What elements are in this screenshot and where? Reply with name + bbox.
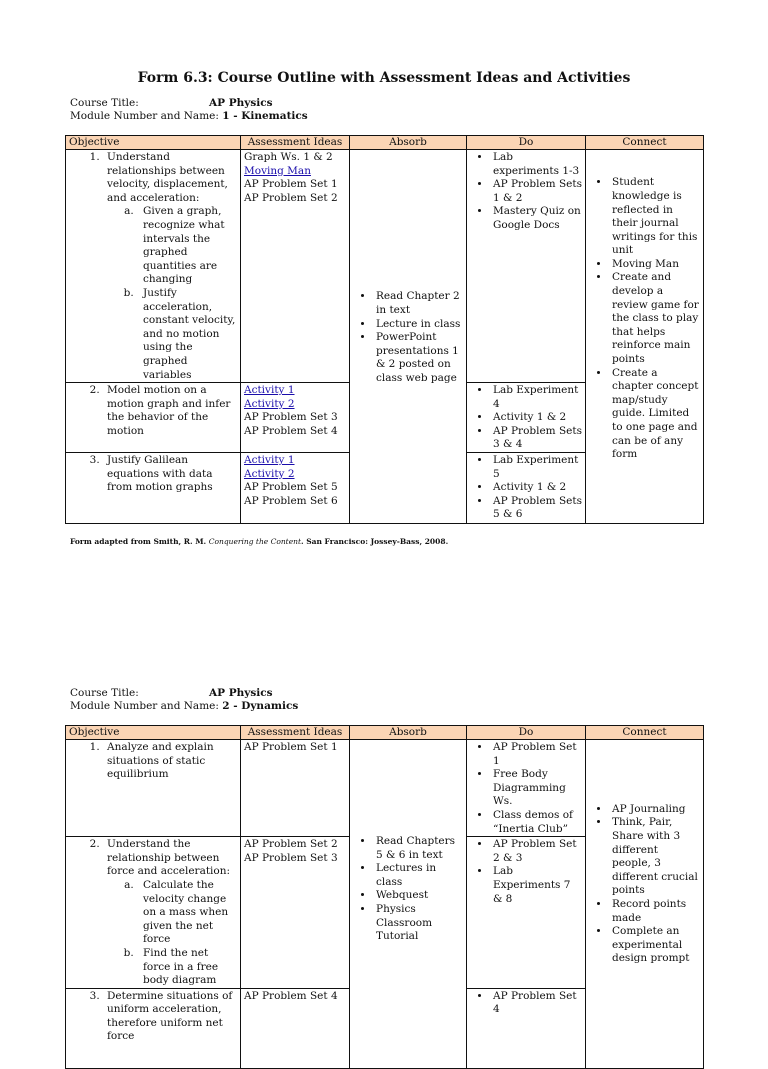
connect-item: • Record points made: [610, 898, 700, 925]
do-cell: [467, 383, 586, 453]
activity-2-link[interactable]: Activity 2: [244, 397, 295, 410]
connect-item: • AP Journaling: [610, 803, 700, 817]
absorb-item: • PowerPoint presentations 1 & 2 posted on class web page: [374, 331, 463, 385]
assessment-item: AP Problem Set 4: [244, 989, 338, 1002]
absorb-item: • Physics Classroom Tutorial: [374, 903, 463, 944]
table-row: [66, 740, 704, 837]
do-item: • Class demos of “Inertia Club”: [491, 809, 582, 836]
module-label: Module Number and Name:: [70, 110, 219, 122]
assessment-item: AP Problem Set 5: [244, 481, 338, 494]
do-item: • AP Problem Set 1: [491, 741, 582, 768]
connect-cell: [586, 740, 704, 1069]
objective-cell: [66, 150, 241, 383]
do-cell: [467, 988, 586, 1068]
module-line-1: [70, 110, 308, 123]
objective-item: 1. Understand relationships between velocity, displacement, and acceleration: a. Given a graph, recognize what intervals the graphed quantities are changing b. Justify acceleration, constant velocity, and no motion using the graphed variables: [103, 151, 237, 382]
header-do: Do: [467, 136, 586, 150]
assessment-item: AP Problem Set 1: [244, 741, 338, 753]
do-cell: [467, 837, 586, 989]
objective-item: 2. Model motion on a motion graph and infer the behavior of the motion: [103, 384, 237, 438]
absorb-item: • Webquest: [374, 889, 463, 903]
sub-objective-a: a. Calculate the velocity change on a mass when given the net force: [137, 879, 237, 947]
course-title-value: AP Physics: [209, 687, 273, 699]
form-title: Form 6.3: Course Outline with Assessment Ideas and Activities: [137, 70, 631, 86]
header-do: Do: [467, 726, 586, 740]
header-connect: Connect: [586, 726, 704, 740]
moving-man-link[interactable]: Moving Man: [244, 164, 311, 177]
connect-item: • Complete an experimental design prompt: [610, 925, 700, 966]
course-title-line-2: [70, 687, 273, 700]
do-item: • AP Problem Sets 5 & 6: [491, 495, 582, 522]
table-row: [66, 150, 704, 383]
course-title-label: Course Title:: [70, 687, 139, 699]
absorb-cell: [350, 150, 467, 524]
do-item: • Activity 1 & 2: [491, 481, 582, 495]
assessment-cell: [241, 988, 350, 1068]
source-credit: [70, 537, 448, 547]
module-value: 2 - Dynamics: [222, 700, 299, 712]
do-item: • Lab Experiment 5: [491, 454, 582, 481]
do-item: • AP Problem Set 2 & 3: [491, 838, 582, 865]
objective-cell: [66, 383, 241, 453]
objective-cell: [66, 988, 241, 1068]
course-title-value: AP Physics: [209, 97, 273, 109]
assessment-cell: [241, 837, 350, 989]
assessment-item: AP Problem Set 2: [244, 838, 338, 851]
objective-cell: [66, 837, 241, 989]
assessment-item: AP Problem Set 2: [244, 191, 338, 204]
header-row: [66, 726, 704, 740]
do-item: • Lab Experiments 7 & 8: [491, 865, 582, 906]
absorb-item: • Read Chapter 2 in text: [374, 290, 463, 317]
do-item: • Lab experiments 1-3: [491, 151, 582, 178]
absorb-cell: [350, 740, 467, 1069]
assessment-cell: [241, 740, 350, 837]
module-2-table: [65, 725, 704, 1069]
objective-item: 2. Understand the relationship between force and acceleration: a. Calculate the velocity change on a mass when given the net force b. Find the net force in a free body diagram: [103, 838, 237, 988]
do-item: • AP Problem Sets 1 & 2: [491, 178, 582, 205]
do-item: • Free Body Diagramming Ws.: [491, 768, 582, 809]
absorb-item: • Lecture in class: [374, 318, 463, 332]
module-label: Module Number and Name:: [70, 700, 219, 712]
connect-item: • Moving Man: [610, 258, 700, 272]
objective-cell: [66, 740, 241, 837]
header-absorb: Absorb: [350, 136, 467, 150]
assessment-item: AP Problem Set 3: [244, 851, 338, 864]
assessment-cell: [241, 453, 350, 524]
absorb-item: • Read Chapters 5 & 6 in text: [374, 835, 463, 862]
do-cell: [467, 740, 586, 837]
course-title-label: Course Title:: [70, 97, 139, 109]
module-line-2: [70, 700, 298, 713]
header-assessment: Assessment Ideas: [241, 726, 350, 740]
do-item: • Lab Experiment 4: [491, 384, 582, 411]
module-1-table: [65, 135, 704, 524]
header-objective: Objective: [66, 136, 241, 150]
connect-item: • Create and develop a review game for the class to play that helps reinforce main points: [610, 271, 700, 366]
assessment-item: Graph Ws. 1 & 2: [244, 151, 333, 163]
module-value: 1 - Kinematics: [222, 110, 308, 122]
connect-cell: [586, 150, 704, 524]
assessment-item: AP Problem Set 1: [244, 178, 338, 191]
do-cell: [467, 453, 586, 524]
do-item: • Mastery Quiz on Google Docs: [491, 205, 582, 232]
do-item: • AP Problem Set 4: [491, 990, 582, 1017]
header-row: [66, 136, 704, 150]
do-item: • AP Problem Sets 3 & 4: [491, 425, 582, 452]
course-title-line-1: [70, 97, 273, 110]
credit-suffix: . San Francisco: Jossey-Bass, 2008.: [300, 537, 449, 546]
assessment-cell: [241, 150, 350, 383]
header-assessment: Assessment Ideas: [241, 136, 350, 150]
absorb-item: • Lectures in class: [374, 862, 463, 889]
connect-item: • Create a chapter concept map/study guide. Limited to one page and can be of any form: [610, 367, 700, 462]
sub-objective-b: b. Find the net force in a free body diagram: [137, 947, 237, 988]
header-connect: Connect: [586, 136, 704, 150]
objective-item: 1. Analyze and explain situations of static equilibrium: [103, 741, 237, 782]
do-item: • Activity 1 & 2: [491, 411, 582, 425]
objective-item: 3. Determine situations of uniform acceleration, therefore uniform net force: [103, 990, 237, 1044]
objective-item: 3. Justify Galilean equations with data from motion graphs: [103, 454, 237, 495]
activity-2-link[interactable]: Activity 2: [244, 467, 295, 480]
activity-1-link[interactable]: Activity 1: [244, 454, 295, 467]
assessment-cell: [241, 383, 350, 453]
header-objective: Objective: [66, 726, 241, 740]
objective-cell: [66, 453, 241, 524]
header-absorb: Absorb: [350, 726, 467, 740]
connect-item: • Student knowledge is reflected in their journal writings for this unit: [610, 176, 700, 258]
activity-1-link[interactable]: Activity 1: [244, 384, 295, 397]
assessment-item: AP Problem Set 3: [244, 411, 338, 424]
assessment-item: AP Problem Set 4: [244, 424, 338, 437]
credit-book: Conquering the Content: [208, 537, 301, 546]
assessment-item: AP Problem Set 6: [244, 494, 338, 507]
sub-objective-b: b. Justify acceleration, constant velocity, and no motion using the graphed variables: [137, 287, 237, 382]
credit-prefix: Form adapted from Smith, R. M.: [70, 537, 207, 546]
connect-item: • Think, Pair, Share with 3 different people, 3 different crucial points: [610, 816, 700, 898]
do-cell: [467, 150, 586, 383]
sub-objective-a: a. Given a graph, recognize what intervals the graphed quantities are changing: [137, 205, 237, 287]
